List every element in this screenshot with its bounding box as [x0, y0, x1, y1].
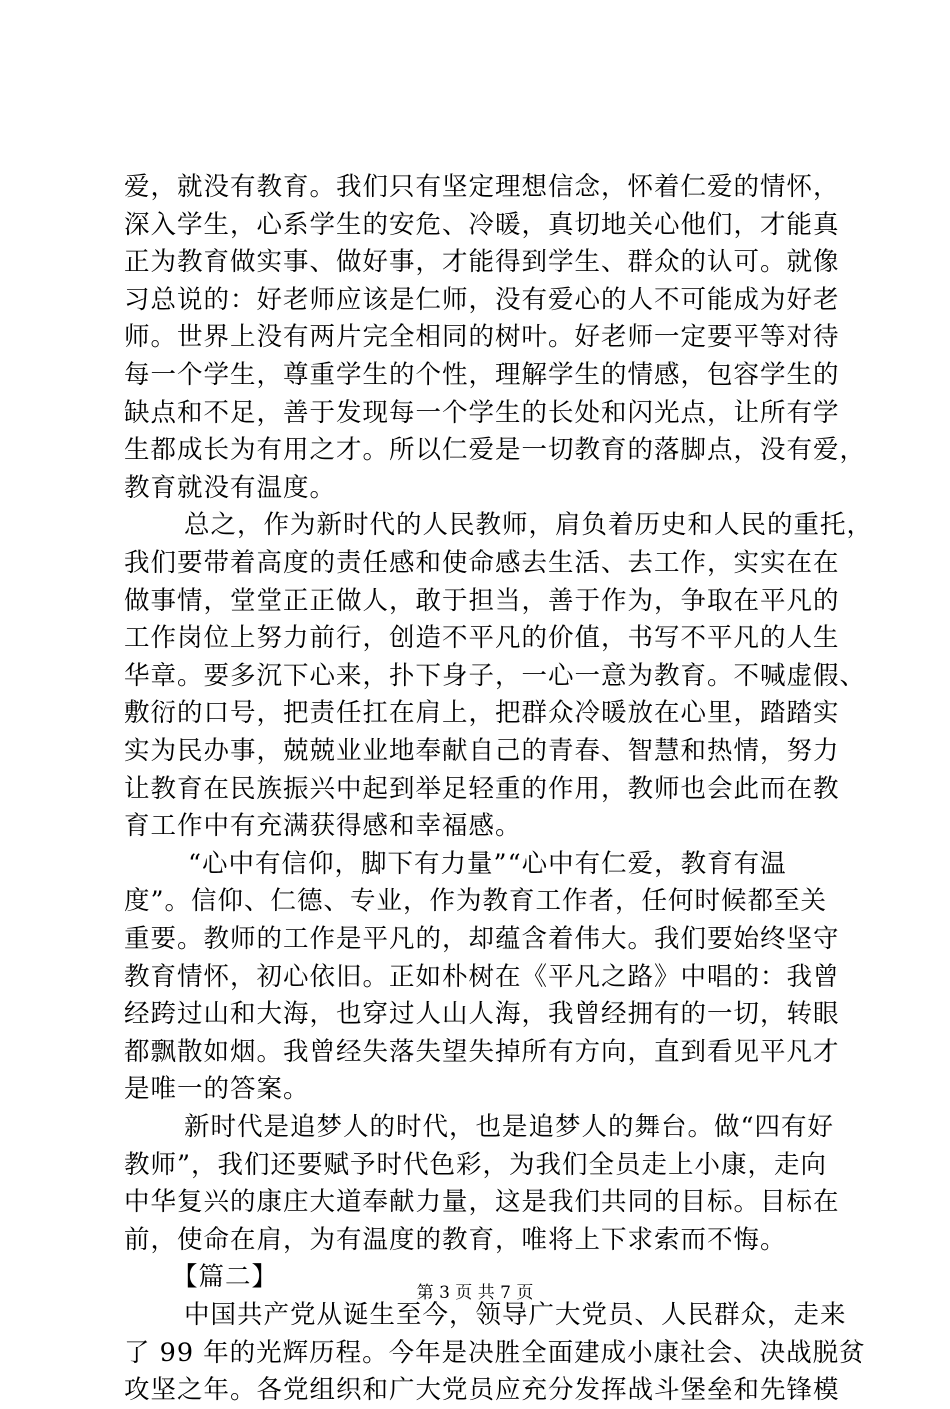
text-line: 总之，作为新时代的人民教师，肩负着历史和人民的重托， — [184, 510, 874, 541]
text-line: 教师”，我们还要赋予时代色彩，为我们全员走上小康，走向 — [124, 1149, 828, 1180]
text-line: 敷衍的口号，把责任扛在肩上，把群众冷暖放在心里，踏踏实 — [124, 698, 840, 729]
text-line: 工作岗位上努力前行，创造不平凡的价值，书写不平凡的人生 — [124, 623, 840, 654]
text-line: 师。世界上没有两片完全相同的树叶。好老师一定要平等对待 — [124, 322, 840, 353]
text-line: 实为民办事，兢兢业业地奉献自己的青春、智慧和热情，努力 — [124, 736, 840, 766]
text-line: 做事情，堂堂正正做人，敢于担当，善于作为，争取在平凡的 — [124, 585, 840, 616]
text-line: 生都成长为有用之才。所以仁爱是一切教育的落脚点，没有爱， — [124, 435, 867, 466]
text-line: 习总说的：好老师应该是仁师，没有爱心的人不可能成为好老 — [124, 284, 840, 315]
text-line: 深入学生，心系学生的安危、冷暖，真切地关心他们，才能真 — [124, 209, 840, 240]
text-line: 正为教育做实事、做好事，才能得到学生、群众的认可。就像 — [124, 247, 840, 278]
text-line: 中华复兴的康庄大道奉献力量，这是我们共同的目标。目标在 — [124, 1187, 840, 1218]
text-line: 教育情怀，初心依旧。正如朴树在《平凡之路》中唱的：我曾 — [124, 961, 840, 992]
text-line: 我们要带着高度的责任感和使命感去生活、去工作，实实在在 — [124, 548, 840, 578]
text-line: 度”。信仰、仁德、专业，作为教育工作者，任何时候都至关 — [124, 886, 828, 917]
text-line: 缺点和不足，善于发现每一个学生的长处和闪光点，让所有学 — [124, 397, 840, 428]
page-footer: 第 3 页 共 7 页 — [416, 1283, 534, 1303]
text-line: 了 99 年的光辉历程。今年是决胜全面建成小康社会、决战脱贫 — [124, 1337, 866, 1368]
text-line: 攻坚之年。各党组织和广大党员应充分发挥战斗堡垒和先锋模 — [124, 1375, 840, 1406]
text-line: 都飘散如烟。我曾经失落失望失掉所有方向，直到看见平凡才 — [124, 1036, 840, 1067]
text-line: “心中有信仰，脚下有力量”“心中有仁爱，教育有温 — [188, 848, 787, 879]
text-line: 前，使命在肩，为有温度的教育，唯将上下求索而不悔。 — [124, 1224, 787, 1255]
section-heading: 【篇二】 — [172, 1262, 279, 1293]
text-line: 是唯一的答案。 — [124, 1074, 310, 1105]
text-line: 新时代是追梦人的时代，也是追梦人的舞台。做“四有好 — [184, 1112, 835, 1142]
text-line: 重要。教师的工作是平凡的，却蕴含着伟大。我们要始终坚守 — [124, 924, 840, 954]
text-line: 华章。要多沉下心来，扑下身子，一心一意为教育。不喊虚假、 — [124, 660, 867, 691]
text-line: 中国共产党从诞生至今，领导广大党员、人民群众，走来 — [184, 1300, 847, 1330]
text-line: 让教育在民族振兴中起到举足轻重的作用，教师也会此而在教 — [124, 773, 840, 804]
text-line: 育工作中有充满获得感和幸福感。 — [124, 811, 522, 842]
text-line: 教育就没有温度。 — [124, 472, 337, 503]
text-line: 每一个学生，尊重学生的个性，理解学生的情感，包容学生的 — [124, 360, 840, 390]
text-line: 经跨过山和大海，也穿过人山人海，我曾经拥有的一切，转眼 — [124, 999, 840, 1030]
text-line: 爱，就没有教育。我们只有坚定理想信念，怀着仁爱的情怀， — [124, 172, 840, 202]
